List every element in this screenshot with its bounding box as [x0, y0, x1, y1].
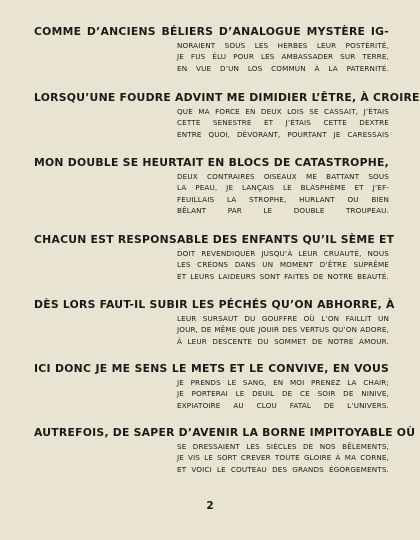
- verse-line: QUE MA FORCE EN DEUX LOIS SE CASSAIT, J’ÉTAIS: [177, 107, 389, 116]
- verse-line: LES CRÉONS DANS UN MOMENT D’ÊTRE SUPRÊME: [177, 260, 389, 270]
- verse-line: ET VOICI LE COUTEAU DES GRANDS ÉGORGEMENTS.: [177, 464, 389, 474]
- verse-line: JE PORTERAI LE DEUIL DE CE SOIR DE NINIVE,: [177, 389, 389, 399]
- page-number: 2: [206, 500, 214, 512]
- verse-line: EN VUE D’UN LOS COMMUN À LA PATERNITÉ.: [177, 63, 389, 73]
- verse-line: NORAIENT SOUS LES HERBES LEUR POSTÉRITÉ,: [177, 41, 389, 50]
- stanza-6: [34, 361, 389, 411]
- verse-line: LA PEAU, JE LANÇAIS LE BLASPHÈME ET J’EF-: [177, 183, 389, 193]
- verse-line: DOIT REVENDIQUER JUSQU’À LEUR CRUAUTÉ, NOUS: [177, 249, 389, 258]
- verse-line: BÊLANT PAR LE DOUBLE TROUPEAU.: [177, 205, 389, 215]
- stanza-1: [34, 24, 389, 74]
- stanza-7: [34, 425, 416, 475]
- verse-line: JE FUS ÉLU POUR LES AMBASSADER SUR TERRE,: [177, 52, 389, 62]
- verse-line: DEUX CONTRAIRES OISEAUX ME BATTANT SOUS: [177, 172, 389, 181]
- stanza-body: [177, 441, 389, 475]
- verse-line: EXPIATOIRE AU CLOU FATAL DE L’UNIVERS.: [177, 400, 389, 410]
- stanza-lead-line: ICI DONC JE ME SENS LE METS ET LE CONVIVE, EN VOUS: [34, 362, 389, 375]
- stanza-lead-line: LORSQU’UNE FOUDRE ADVINT ME DIMIDIER L’ÊTRE, À CROIRE: [34, 91, 420, 104]
- verse-line: JE VIS LE SORT CREVER TOUTE GLOIRE À MA CORNE,: [177, 453, 389, 463]
- stanza-lead-line: CHACUN EST RESPONSABLE DES ENFANTS QU’IL SÈME ET: [34, 233, 395, 246]
- verse-line: SE DRESSAIENT LES SIÈCLES DE NOS BÊLEMENTS,: [177, 442, 389, 451]
- stanza-4: [34, 232, 395, 282]
- stanza-body: [177, 106, 389, 140]
- stanza-5: [34, 297, 395, 347]
- verse-line: LEUR SURSAUT DU GOUFFRE OÙ L’ON FAILLIT UN: [177, 314, 389, 323]
- stanza-2: [34, 90, 420, 140]
- verse-line: ENTRE QUOI, DÉVORANT, POURTANT JE CARESSAIS: [177, 129, 389, 139]
- verse-line: JE PRENDS LE SANG, EN MOI PRENEZ LA CHAIR;: [177, 378, 389, 387]
- verse-line: CETTE SENESTRE ET J’ÉTAIS CETTE DEXTRE: [177, 118, 389, 128]
- stanza-lead-line: AUTREFOIS, DE SAPER D’AVENIR LA BORNE IMPITOYABLE OÙ: [34, 426, 416, 439]
- stanza-body: [177, 248, 389, 282]
- verse-line: ET LEURS LAIDEURS SONT FAITES DE NOTRE BEAUTÉ.: [177, 271, 389, 281]
- stanza-body: [177, 171, 389, 216]
- stanza-3: [34, 155, 389, 216]
- stanza-body: [177, 377, 389, 411]
- stanza-lead-line: DÈS LORS FAUT-IL SUBIR LES PÉCHÉS QU’ON ABHORRE, À: [34, 298, 395, 311]
- verse-line: FEUILLAIS LA STROPHE, HURLANT OU BIEN: [177, 194, 389, 204]
- stanza-lead-line: COMME D’ANCIENS BÉLIERS D’ANALOGUE MYSTÈRE IG-: [34, 25, 389, 38]
- stanza-body: [177, 313, 389, 347]
- verse-line: JOUR, DE MÊME QUE JOUIR DES VERTUS QU’ON ADORE,: [177, 325, 389, 335]
- stanza-body: [177, 40, 389, 74]
- verse-line: À LEUR DESCENTE DU SOMMET DE NOTRE AMOUR.: [177, 336, 389, 346]
- stanza-lead-line: MON DOUBLE SE HEURTAIT EN BLOCS DE CATASTROPHE,: [34, 156, 389, 169]
